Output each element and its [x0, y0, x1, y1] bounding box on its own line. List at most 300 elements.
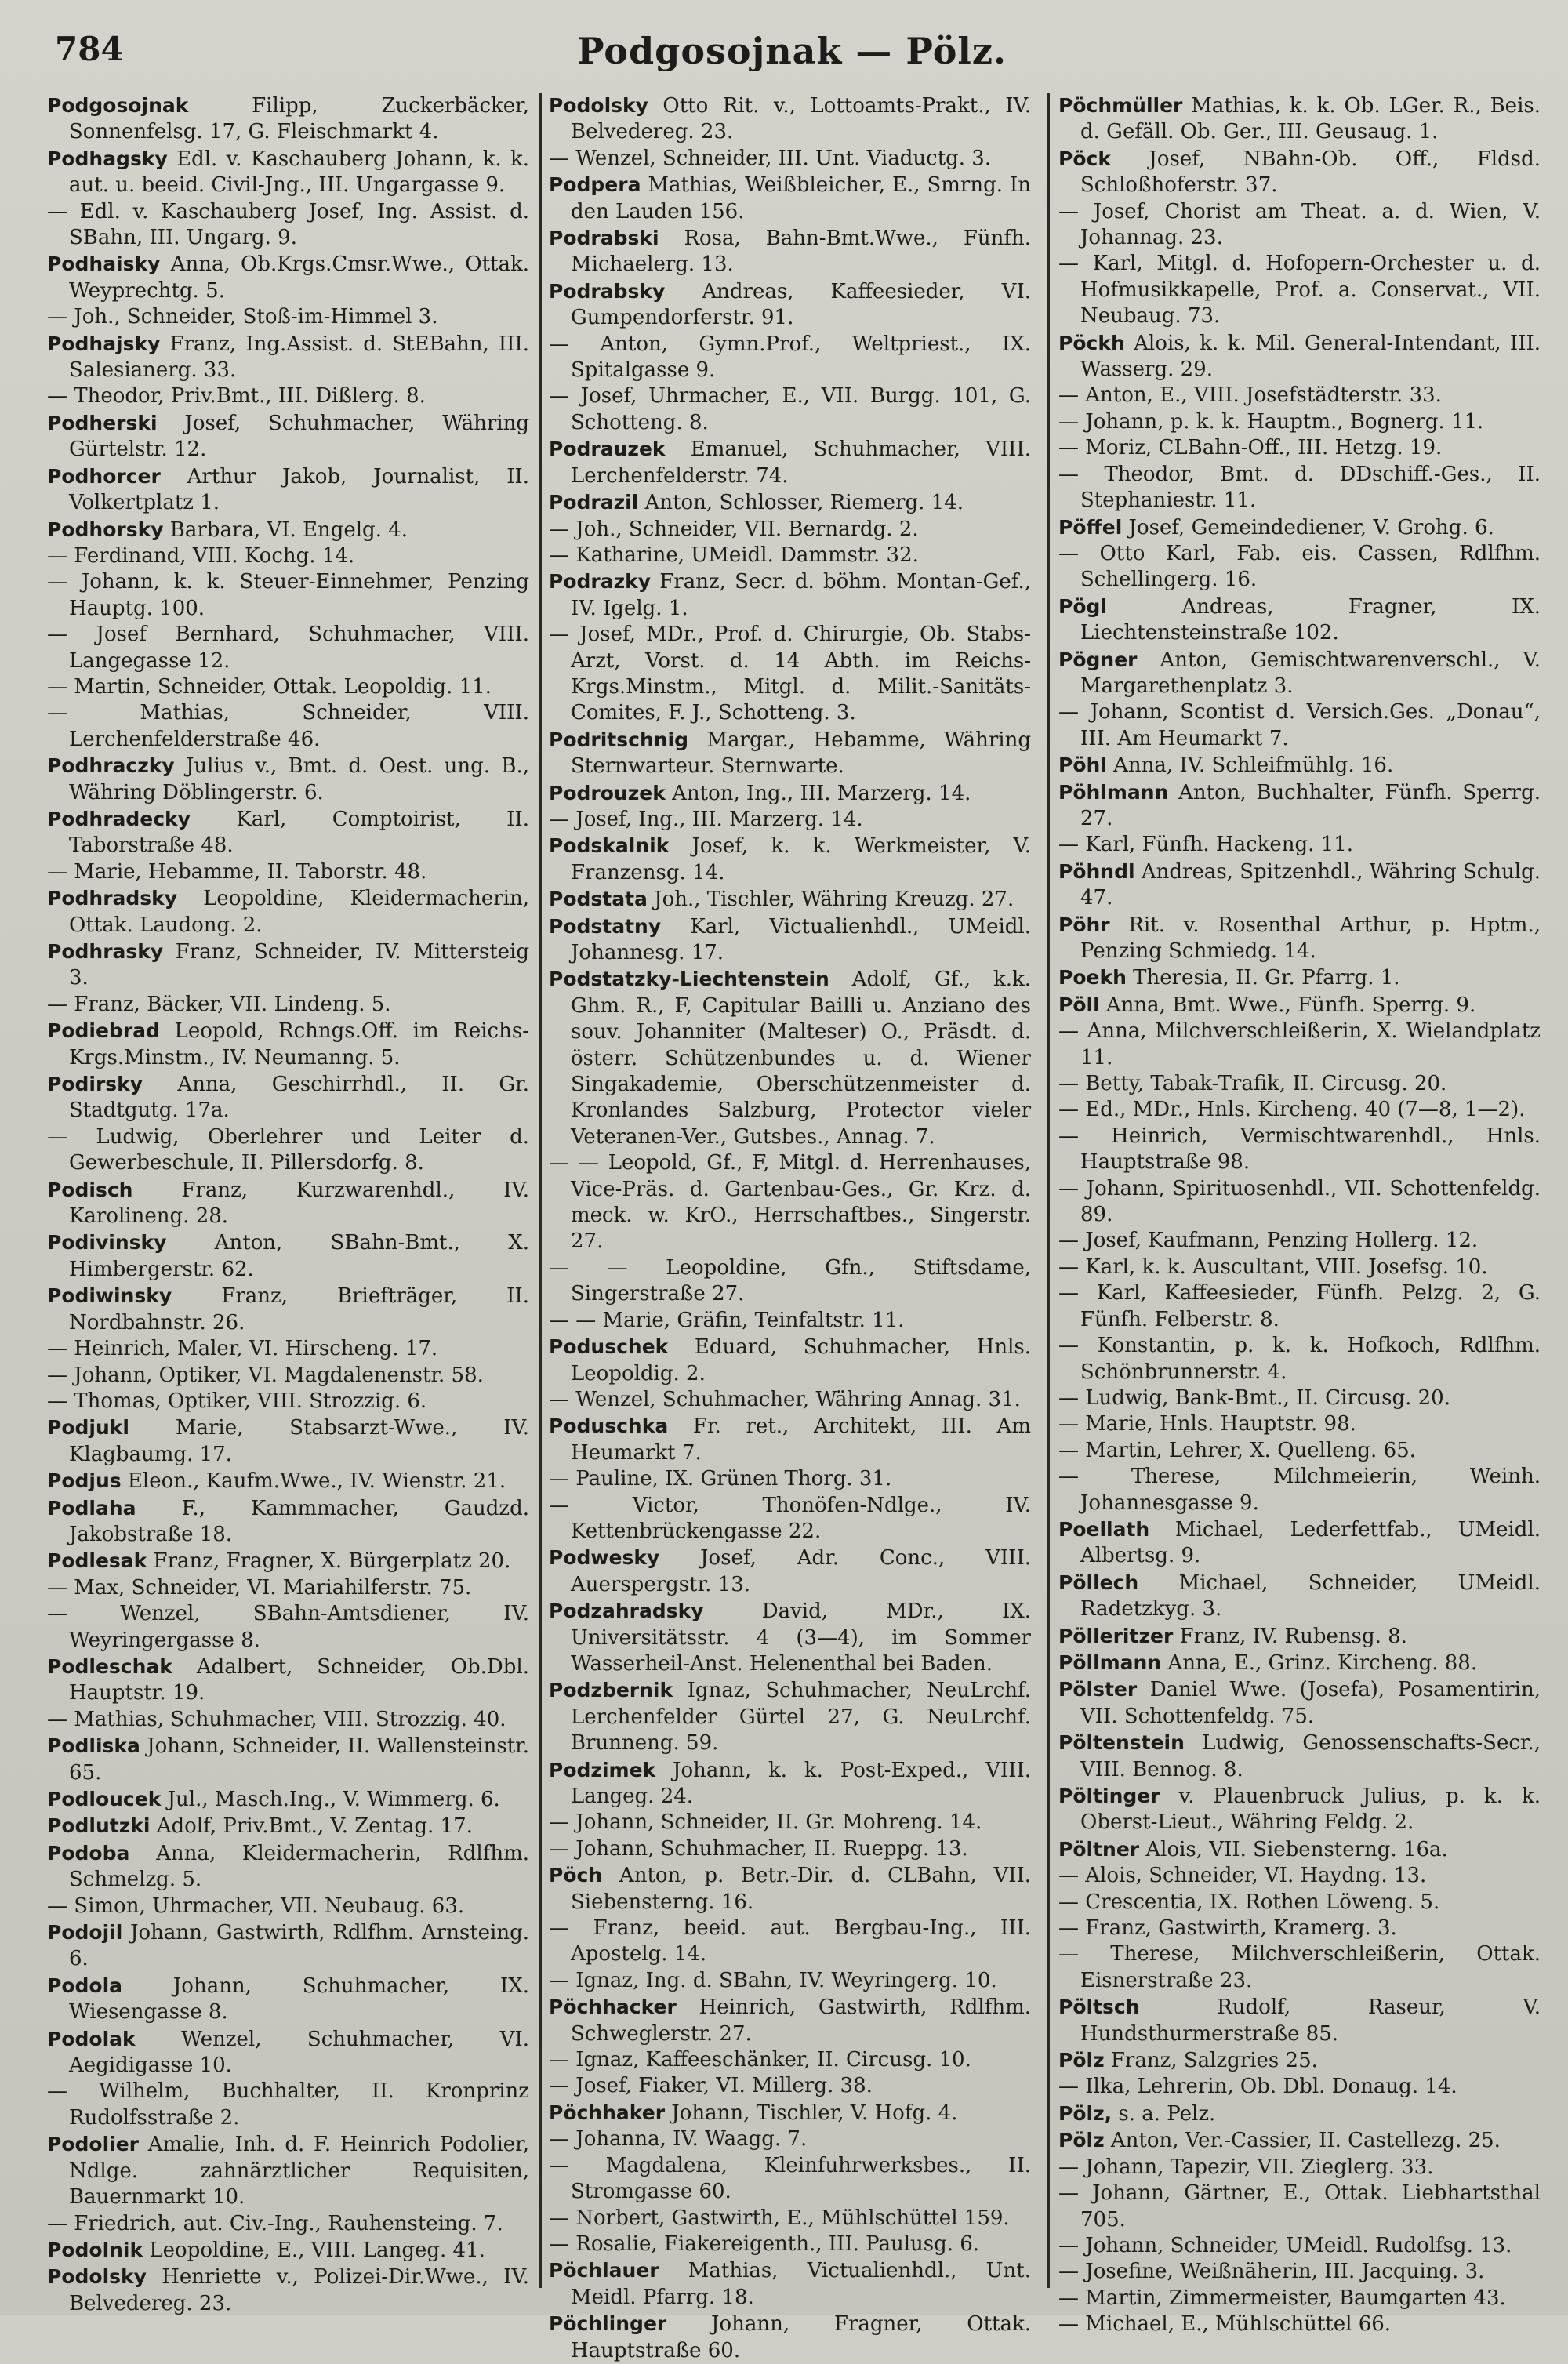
entry-details: Franz, Salzgries 25.	[1104, 2049, 1318, 2073]
directory-entry	[549, 2311, 1031, 2364]
entry-details: — Konstantin, p. k. k. Hofkoch, Rdlfhm. Schönbrunnerstr. 4.	[1058, 1334, 1541, 1384]
entry-surname: Pöchmüller	[1058, 94, 1183, 117]
entry-details: — Therese, Milchmeierin, Weinh. Johannesgasse 9.	[1058, 1465, 1541, 1515]
entry-details: Edl. v. Kaschauberg Johann, k. k. aut. u. beeid. Civil-Jng., III. Ungargasse 9.	[69, 147, 529, 198]
entry-details: Karl, Comptoirist, II. Taborstraße 48.	[69, 807, 529, 858]
entry-details: — Ignaz, Ing. d. SBahn, IV. Weyringerg. 10.	[549, 1968, 997, 1992]
entry-surname: Poellath	[1058, 1517, 1150, 1541]
entry-details: — Johann, Schuhmacher, II. Rueppg. 13.	[549, 1836, 968, 1861]
directory-entry	[1058, 992, 1541, 1019]
entry-details: — Magdalena, Kleinfuhrwerksbes., II. Stromgasse 60.	[549, 2153, 1031, 2204]
entry-details: — Max, Schneider, VI. Mariahilferstr. 75.	[47, 1575, 472, 1600]
entry-details: Anton, p. Betr.-Dir. d. CLBahn, VII. Siebensterng. 16.	[571, 1864, 1031, 1914]
directory-entry	[549, 225, 1031, 278]
entry-details: — Ignaz, Kaffeeschänker, II. Circusg. 10.	[549, 2048, 971, 2072]
entry-details: Mathias, k. k. Ob. LGer. R., Beis. d. Gefäll. Ob. Ger., III. Geusaug. 1.	[1080, 94, 1541, 144]
directory-entry	[47, 569, 529, 622]
entry-surname: Podrouzek	[549, 781, 666, 804]
entry-details: — Johann, Tapezir, VII. Zieglerg. 33.	[1058, 2155, 1434, 2179]
entry-surname: Pöllmann	[1058, 1650, 1162, 1674]
entry-details: — Josef, Ing., III. Marzerg. 14.	[549, 807, 863, 831]
entry-details: Karl, Victualienhdl., UMeidl. Johannesg. 17.	[571, 914, 1031, 964]
entry-details: — Norbert, Gastwirth, E., Mühlschüttel 159.	[549, 2206, 1010, 2230]
directory-entry	[1058, 912, 1541, 965]
column-2	[549, 93, 1031, 2362]
directory-entry	[549, 172, 1031, 225]
directory-entry	[549, 489, 1031, 516]
directory-entry	[47, 753, 529, 806]
entry-details: Anton, Schlosser, Riemerg. 14.	[638, 491, 964, 515]
entry-details: — Karl, Mitgl. d. Hofopern-Orchester u. d. Hofmusikkapelle, Prof. a. Conservat., VII. Neubaug. 73.	[1058, 252, 1541, 329]
directory-entry	[1058, 93, 1541, 146]
entry-surname: Podhorsky	[47, 517, 164, 541]
directory-entry	[47, 304, 529, 330]
directory-entry	[549, 1255, 1031, 1308]
entry-surname: Podlutzki	[47, 1814, 151, 1838]
entry-details: — Joh., Schneider, VII. Bernardg. 2.	[549, 517, 919, 541]
directory-entry	[549, 1545, 1031, 1598]
entry-details: — Michael, E., Mühlschüttel 66.	[1058, 2312, 1392, 2337]
entry-details: — Theodor, Priv.Bmt., III. Dißlerg. 8.	[47, 384, 426, 409]
entry-details: Anna, Geschirrhdl., II. Gr. Stadtgutg. 17a.	[69, 1073, 529, 1123]
directory-entry	[1058, 462, 1541, 514]
directory-entry	[1058, 1255, 1541, 1280]
entry-details: Otto Rit. v., Lottoamts-Prakt., IV. Belvedereg. 23.	[571, 94, 1031, 144]
entry-details: — Josefine, Weißnäherin, III. Jacquing. 3.	[1058, 2260, 1485, 2284]
entry-surname: Podiwinsky	[47, 1284, 172, 1308]
entry-details: — Johann, p. k. k. Hauptm., Bognerg. 11.	[1058, 409, 1484, 434]
entry-details: Rit. v. Rosenthal Arthur, p. Hptm., Penzing Schmiedg. 14.	[1080, 913, 1541, 963]
entry-details: — Josef, Fiaker, VI. Millerg. 38.	[549, 2074, 873, 2098]
directory-entry	[549, 568, 1031, 622]
directory-entry	[47, 1894, 529, 1919]
entry-details: — Alois, Schneider, VI. Haydng. 13.	[1058, 1864, 1427, 1888]
directory-entry	[47, 1601, 529, 1654]
entry-surname: Podwesky	[549, 1546, 660, 1570]
entry-details: Theresia, II. Gr. Pfarrg. 1.	[1126, 966, 1400, 990]
directory-entry	[47, 2237, 529, 2264]
entry-details: — Johann, Spirituosenhdl., VII. Schottenfeldg. 89.	[1058, 1176, 1541, 1227]
page-header	[47, 30, 1537, 85]
directory-entry	[549, 833, 1031, 886]
entry-surname: Pöckh	[1058, 331, 1125, 354]
entry-surname: Pöck	[1058, 147, 1111, 170]
entry-details: — Josef Bernhard, Schuhmacher, VIII. Langegasse 12.	[47, 623, 529, 673]
entry-details: Barbara, VI. Engelg. 4.	[163, 517, 408, 542]
directory-entry	[47, 1468, 529, 1494]
entry-details: — Ludwig, Bank-Bmt., II. Circusg. 20.	[1058, 1385, 1450, 1410]
entry-surname: Podpera	[549, 173, 641, 197]
entry-details: Alois, VII. Siebensterng. 16a.	[1139, 1837, 1448, 1861]
entry-details: — Katharine, UMeidl. Dammstr. 32.	[549, 543, 919, 567]
entry-surname: Pöhr	[1058, 913, 1110, 936]
directory-entry	[1058, 2259, 1541, 2285]
directory-entry	[1058, 1438, 1541, 1464]
directory-entry	[1058, 383, 1541, 409]
directory-entry	[549, 1413, 1031, 1466]
directory-entry	[47, 93, 529, 146]
entry-details: — Thomas, Optiker, VIII. Strozzig. 6.	[47, 1389, 427, 1413]
entry-details: Johann, Schuhmacher, IX. Wiesengasse 8.	[69, 1974, 529, 2024]
directory-entry	[1058, 1280, 1541, 1333]
entry-surname: Podiebrad	[47, 1019, 160, 1043]
entry-surname: Podrabsky	[549, 279, 666, 303]
directory-entry	[1058, 594, 1541, 647]
entry-details: Anna, Ob.Krgs.Cmsr.Wwe., Ottak. Weyprechtg. 5.	[69, 252, 529, 303]
directory-entry	[1058, 2286, 1541, 2311]
directory-entry	[549, 1466, 1031, 1492]
entry-surname: Podjus	[47, 1469, 122, 1493]
entry-surname: Pöchlinger	[549, 2312, 667, 2336]
entry-details: — Mathias, Schneider, VIII. Lerchenfelderstraße 46.	[47, 701, 529, 751]
entry-surname: Podolsky	[47, 2265, 147, 2289]
entry-details: — Wenzel, Schneider, III. Unt. Viaductg. 3.	[549, 146, 992, 170]
directory-entry	[1058, 251, 1541, 329]
directory-entry	[47, 2211, 529, 2237]
entry-surname: Podivinsky	[47, 1231, 167, 1255]
entry-surname: Pölz	[1058, 2049, 1105, 2072]
entry-surname: Podstata	[549, 888, 648, 911]
directory-entry	[549, 1994, 1031, 2047]
entry-details: — Friedrich, aut. Civ.-Ing., Rauhensteing. 7.	[47, 2211, 503, 2235]
entry-surname: Pöltner	[1058, 1837, 1140, 1861]
directory-entry	[1058, 2155, 1541, 2181]
directory-entry	[47, 517, 529, 543]
entry-surname: Podolnik	[47, 2238, 143, 2261]
entry-surname: Pölleritzer	[1058, 1624, 1174, 1647]
directory-entry	[549, 2126, 1031, 2152]
directory-entry	[549, 1836, 1031, 1862]
entry-details: Andreas, Fragner, IX. Liechtensteinstraße 102.	[1080, 594, 1541, 645]
entry-surname: Poekh	[1058, 966, 1127, 990]
entry-surname: Pögner	[1058, 648, 1138, 671]
directory-entry	[1058, 1623, 1541, 1650]
entry-details: — Ludwig, Oberlehrer und Leiter d. Gewerbeschule, II. Pillersdorfg. 8.	[47, 1124, 529, 1175]
directory-entry	[47, 992, 529, 1018]
directory-entry	[47, 700, 529, 753]
directory-entry	[549, 2231, 1031, 2257]
directory-entry	[549, 807, 1031, 833]
entry-details: Anton, Buchhalter, Fünfh. Sperrg. 27.	[1080, 780, 1541, 830]
entry-details: Amalie, Inh. d. F. Heinrich Podolier, Ndlge. zahnärztlicher Requisiten, Bauernmarkt 10.	[69, 2133, 529, 2210]
entry-details: — Karl, k. k. Auscultant, VIII. Josefsg. 10.	[1058, 1255, 1488, 1279]
directory-entry	[549, 1150, 1031, 1255]
entry-details: — Anton, Gymn.Prof., Weltpriest., IX. Spitalgasse 9.	[549, 332, 1031, 383]
entry-surname: Podherski	[47, 411, 158, 434]
entry-details: — Martin, Schneider, Ottak. Leopoldig. 11.	[47, 674, 492, 699]
directory-entry	[549, 1598, 1031, 1677]
entry-surname: Pöltsch	[1058, 1995, 1140, 2019]
directory-entry	[549, 332, 1031, 384]
directory-entry	[549, 913, 1031, 967]
entry-surname: Podzahradsky	[549, 1600, 704, 1623]
entry-surname: Podrazil	[549, 491, 639, 514]
directory-entry	[1058, 1464, 1541, 1516]
entry-details: Mathias, Victualienhdl., Unt. Meidl. Pfarrg. 18.	[571, 2259, 1031, 2309]
directory-entry	[47, 939, 529, 992]
entry-surname: Pöch	[549, 1864, 603, 1887]
entry-details: Josef, Gemeindediener, V. Grohg. 6.	[1122, 515, 1494, 539]
directory-entry	[47, 1071, 529, 1124]
entry-surname: Pöhndl	[1058, 859, 1135, 883]
entry-details: Ignaz, Schuhmacher, NeuLrchf. Lerchenfelder Gürtel 27, G. NeuLrchf. Brunneng. 59.	[571, 1679, 1031, 1756]
entry-surname: Podirsky	[47, 1073, 143, 1096]
directory-entry	[47, 543, 529, 569]
entry-surname: Podjukl	[47, 1416, 129, 1440]
directory-entry	[47, 859, 529, 885]
entry-details: Eleon., Kaufm.Wwe., IV. Wienstr. 21.	[121, 1469, 506, 1494]
entry-surname: Podgosojnak	[47, 94, 189, 117]
entry-surname: Podritschnig	[549, 728, 689, 751]
entry-details: Anton, Ing., III. Marzerg. 14.	[665, 781, 971, 805]
directory-entry	[47, 1813, 529, 1839]
entry-details: Franz, Ing.Assist. d. StEBahn, III. Salesianerg. 33.	[69, 332, 529, 383]
entry-surname: Podrauzek	[549, 438, 666, 461]
directory-entry	[47, 1973, 529, 2026]
entry-surname: Podzimek	[549, 1758, 656, 1781]
entry-details: Anna, IV. Schleifmühlg. 16.	[1106, 754, 1394, 778]
entry-details: Johann, Schneider, II. Wallensteinstr. 65.	[69, 1734, 529, 1785]
entry-details: Jul., Masch.Ing., V. Wimmerg. 6.	[161, 1788, 500, 1811]
directory-entry	[549, 2100, 1031, 2126]
entry-details: Johann, Tischler, V. Hofg. 4.	[665, 2101, 958, 2125]
entry-details: Adolf, Priv.Bmt., V. Zentag. 17.	[150, 1814, 473, 1839]
directory-columns	[47, 93, 1541, 2362]
entry-surname: Podolier	[47, 2133, 139, 2156]
directory-entry	[47, 1786, 529, 1813]
entry-details: — Wilhelm, Buchhalter, II. Kronprinz Rudolfsstraße 2.	[47, 2079, 529, 2130]
entry-details: Anna, Bmt. Wwe., Fünfh. Sperrg. 9.	[1099, 993, 1476, 1017]
entry-details: — Anna, Milchverschleißerin, X. Wielandplatz 11.	[1058, 1019, 1541, 1069]
directory-entry	[1058, 2101, 1541, 2127]
directory-entry	[1058, 2047, 1541, 2074]
entry-surname: Poduschka	[549, 1414, 669, 1438]
directory-entry	[47, 1018, 529, 1071]
directory-entry	[1058, 1097, 1541, 1123]
entry-details: Franz, IV. Rubensg. 8.	[1173, 1624, 1407, 1648]
entry-details: — Josef, Uhrmacher, E., VII. Burgg. 101, G. Schotteng. 8.	[549, 384, 1031, 434]
entry-surname: Podskalnik	[549, 834, 670, 858]
directory-entry	[549, 2257, 1031, 2311]
entry-details: Johann, Fragner, Ottak. Hauptstraße 60.	[571, 2312, 1031, 2362]
column-3	[1058, 93, 1541, 2337]
directory-entry	[1058, 435, 1541, 461]
entry-details: — — Leopoldine, Gfn., Stiftsdame, Singerstraße 27.	[549, 1255, 1031, 1306]
entry-details: Wenzel, Schuhmacher, VI. Aegidigasse 10.	[69, 2027, 529, 2078]
directory-entry	[549, 1387, 1031, 1413]
entry-details: Daniel Wwe. (Josefa), Posamentirin, VII. Schottenfeldg. 75.	[1080, 1678, 1541, 1728]
directory-entry	[47, 806, 529, 859]
entry-surname: Podloucek	[47, 1788, 162, 1810]
entry-details: Anton, SBahn-Bmt., X. Himbergerstr. 62.	[69, 1231, 529, 1281]
entry-surname: Podlesak	[47, 1549, 147, 1573]
entry-details: Adolf, Gf., k.k. Ghm. R., F, Capitular Bailli u. Anziano des souv. Johanniter (Malteser) O., Präsdt. d. österr. Schützenbundes u. d. Wiener Singakademie, Oberschützenmeister d. Kronlandes Salzburg, Protector vieler Veteranen-Ver., Gutsbes., Annag. 7.	[571, 968, 1031, 1149]
directory-entry	[549, 2206, 1031, 2231]
directory-entry	[1058, 1176, 1541, 1229]
entry-details: — Johann, Schneider, UMeidl. Rudolfsg. 13.	[1058, 2233, 1512, 2257]
directory-entry	[549, 146, 1031, 172]
entry-surname: Podliska	[47, 1734, 140, 1758]
directory-entry	[47, 331, 529, 384]
entry-details: Leopold, Rchngs.Off. im Reichs-Krgs.Minstm., IV. Neumanng. 5.	[69, 1019, 529, 1069]
directory-entry	[1058, 1411, 1541, 1437]
entry-details: — Heinrich, Maler, VI. Hirscheng. 17.	[47, 1337, 438, 1361]
entry-details: Josef, NBahn-Ob. Off., Fldsd. Schloßhoferstr. 37.	[1080, 147, 1541, 198]
entry-surname: Podhrasky	[47, 940, 164, 963]
directory-entry	[549, 1334, 1031, 1387]
entry-surname: Podstatzky-Liechtenstein	[549, 968, 829, 991]
entry-surname: Pöllech	[1058, 1571, 1139, 1594]
directory-entry	[1058, 1783, 1541, 1836]
entry-surname: Pöhl	[1058, 754, 1107, 777]
entry-details: — Karl, Fünfh. Hackeng. 11.	[1058, 833, 1354, 857]
directory-entry	[1058, 2181, 1541, 2233]
directory-entry	[549, 1968, 1031, 1994]
entry-details: Leopoldine, Kleidermacherin, Ottak. Laudong. 2.	[69, 887, 529, 937]
directory-entry	[1058, 1333, 1541, 1385]
directory-entry	[47, 463, 529, 517]
entry-details: Anton, Gemischtwarenverschl., V. Margarethenplatz 3.	[1080, 648, 1541, 698]
directory-entry	[549, 2073, 1031, 2099]
directory-entry	[47, 1548, 529, 1574]
directory-entry	[549, 278, 1031, 332]
directory-entry	[47, 1575, 529, 1601]
entry-details: Josef, Adr. Conc., VIII. Auerspergstr. 13.	[571, 1546, 1031, 1596]
page-number: 784	[55, 30, 124, 68]
entry-details: Eduard, Schuhmacher, Hnls. Leopoldig. 2.	[571, 1335, 1031, 1385]
entry-surname: Pöhlmann	[1058, 780, 1169, 804]
directory-entry	[549, 886, 1031, 913]
entry-surname: Podolak	[47, 2027, 136, 2050]
entry-details: — Pauline, IX. Grünen Thorg. 31.	[549, 1467, 892, 1491]
directory-entry	[47, 251, 529, 304]
column-1	[47, 93, 529, 2315]
directory-entry	[47, 1733, 529, 1786]
directory-entry	[47, 885, 529, 939]
directory-entry	[549, 622, 1031, 727]
entry-surname: Podhorcer	[47, 464, 161, 488]
entry-details: Leopoldine, E., VIII. Langeg. 41.	[143, 2238, 485, 2262]
entry-details: Henriette v., Polizei-Dir.Wwe., IV. Belvedereg. 23.	[69, 2265, 529, 2315]
entry-surname: Podola	[47, 1974, 123, 1997]
entry-surname: Pögl	[1058, 594, 1107, 618]
entry-details: — Josef, Chorist am Theat. a. d. Wien, V. Johannag. 23.	[1058, 199, 1541, 250]
entry-details: — Josef, Kaufmann, Penzing Hollerg. 12.	[1058, 1229, 1479, 1253]
directory-entry	[47, 146, 529, 199]
directory-entry	[47, 1363, 529, 1389]
directory-entry	[549, 780, 1031, 807]
entry-surname: Pölz,	[1058, 2101, 1112, 2125]
entry-details: — Johann, Scontist d. Versich.Ges. „Donau“, III. Am Heumarkt 7.	[1058, 700, 1541, 750]
entry-surname: Podolsky	[549, 94, 648, 117]
entry-details: Adalbert, Schneider, Ob.Dbl. Hauptstr. 19.	[69, 1654, 529, 1705]
directory-entry	[47, 1283, 529, 1336]
entry-details: Johann, k. k. Post-Exped., VIII. Langeg. 24.	[571, 1758, 1031, 1808]
entry-details: — Johann, Schneider, II. Gr. Mohreng. 14.	[549, 1810, 982, 1835]
entry-surname: Pöffel	[1058, 515, 1123, 539]
entry-details: Filipp, Zuckerbäcker, Sonnenfelsg. 17, G. Fleischmarkt 4.	[69, 94, 529, 144]
directory-entry	[549, 1810, 1031, 1836]
entry-surname: Pöchhaker	[549, 2101, 666, 2124]
entry-details: — — Marie, Gräfin, Teinfaltstr. 11.	[549, 1308, 905, 1332]
entry-surname: Podhradsky	[47, 887, 178, 910]
directory-entry	[47, 1654, 529, 1707]
directory-entry	[549, 966, 1031, 1150]
entry-details: — Anton, E., VIII. Josefstädterstr. 33.	[1058, 383, 1442, 408]
entry-details: Emanuel, Schuhmacher, VIII. Lerchenfelderstr. 74.	[571, 438, 1031, 488]
directory-entry	[47, 1840, 529, 1894]
entry-details: Josef, Schuhmacher, Währing Gürtelstr. 12.	[69, 411, 529, 462]
directory-entry	[1058, 199, 1541, 252]
entry-details: — Franz, beeid. aut. Bergbau-Ing., III. Apostelg. 14.	[549, 1916, 1031, 1966]
directory-entry	[549, 1493, 1031, 1545]
entry-details: Fr. ret., Architekt, III. Am Heumarkt 7.	[571, 1414, 1031, 1465]
directory-entry	[549, 727, 1031, 780]
directory-entry	[1058, 1071, 1541, 1097]
directory-entry	[549, 1757, 1031, 1810]
entry-details: Margar., Hebamme, Währing Sternwarteur. Sternwarte.	[571, 728, 1031, 779]
entry-surname: Pölz	[1058, 2129, 1105, 2152]
entry-details: Mathias, Weißbleicher, E., Smrng. In den Lauden 156.	[571, 173, 1031, 223]
directory-entry	[47, 1229, 529, 1283]
entry-details: Heinrich, Gastwirth, Rdlfhm. Schweglerstr. 27.	[571, 1995, 1031, 2046]
directory-entry	[1058, 1863, 1541, 1889]
directory-entry	[1058, 832, 1541, 858]
directory-entry	[47, 1707, 529, 1733]
entry-surname: Podhajsky	[47, 332, 161, 355]
directory-entry	[1058, 1890, 1541, 1916]
directory-entry	[549, 93, 1031, 146]
entry-surname: Podzbernik	[549, 1679, 673, 1702]
directory-entry	[47, 410, 529, 463]
directory-entry	[1058, 1516, 1541, 1570]
entry-surname: Pöchhacker	[549, 1995, 677, 2019]
entry-details: — Wenzel, SBahn-Amtsdiener, IV. Weyringergasse 8.	[47, 1602, 529, 1652]
entry-surname: Pöll	[1058, 993, 1100, 1016]
entry-surname: Podleschak	[47, 1654, 172, 1678]
entry-details: David, MDr., IX. Universitätsstr. 4 (3—4), im Sommer Wasserheil-Anst. Helenenthal bei Baden.	[571, 1600, 1031, 1676]
entry-details: — Victor, Thonöfen-Ndlge., IV. Kettenbrückengasse 22.	[549, 1493, 1031, 1543]
directory-entry	[1058, 541, 1541, 594]
directory-entry	[1058, 2311, 1541, 2337]
entry-surname: Podojil	[47, 1921, 123, 1945]
directory-entry	[1058, 1570, 1541, 1623]
entry-details: Arthur Jakob, Journalist, II. Volkertplatz 1.	[69, 464, 529, 515]
directory-entry	[1058, 1836, 1541, 1863]
entry-details: Rosa, Bahn-Bmt.Wwe., Fünfh. Michaelerg. 13.	[571, 227, 1031, 277]
entry-details: Michael, Lederfettfab., UMeidl. Albertsg. 9.	[1080, 1517, 1541, 1568]
directory-entry	[549, 543, 1031, 568]
directory-entry	[1058, 1916, 1541, 1941]
directory-entry	[1058, 779, 1541, 833]
entry-details: — Edl. v. Kaschauberg Josef, Ing. Assist. d. SBahn, III. Ungarg. 9.	[47, 199, 529, 250]
entry-surname: Podoba	[47, 1841, 130, 1865]
entry-details: Franz, Secr. d. böhm. Montan-Gef., IV. Igelg. 1.	[571, 570, 1031, 620]
entry-surname: Podhraczky	[47, 754, 175, 778]
directory-entry	[47, 199, 529, 252]
entry-details: — Johann, Optiker, VI. Magdalenenstr. 58.	[47, 1363, 484, 1387]
entry-details: F., Kammmacher, Gaudzd. Jakobstraße 18.	[69, 1496, 529, 1546]
entry-details: Anton, Ver.-Cassier, II. Castellezg. 25.	[1104, 2129, 1501, 2153]
directory-entry	[1058, 647, 1541, 700]
entry-details: — Rosalie, Fiakereigenth., III. Paulusg. 6.	[549, 2231, 980, 2256]
entry-details: — Josef, MDr., Prof. d. Chirurgie, Ob. Stabs-Arzt, Vorst. d. 14 Abth. im Reichs-Krgs.Minstm., Mitgl. d. Milit.-Sanitäts-Comites, F. J., Schotteng. 3.	[549, 623, 1031, 725]
entry-surname: Podrazky	[549, 570, 652, 594]
directory-entry	[1058, 1019, 1541, 1071]
directory-entry	[1058, 1676, 1541, 1730]
directory-entry	[1058, 2233, 1541, 2259]
entry-details: v. Plauenbruck Julius, p. k. k. Oberst-Lieut., Währing Feldg. 2.	[1080, 1785, 1541, 1835]
